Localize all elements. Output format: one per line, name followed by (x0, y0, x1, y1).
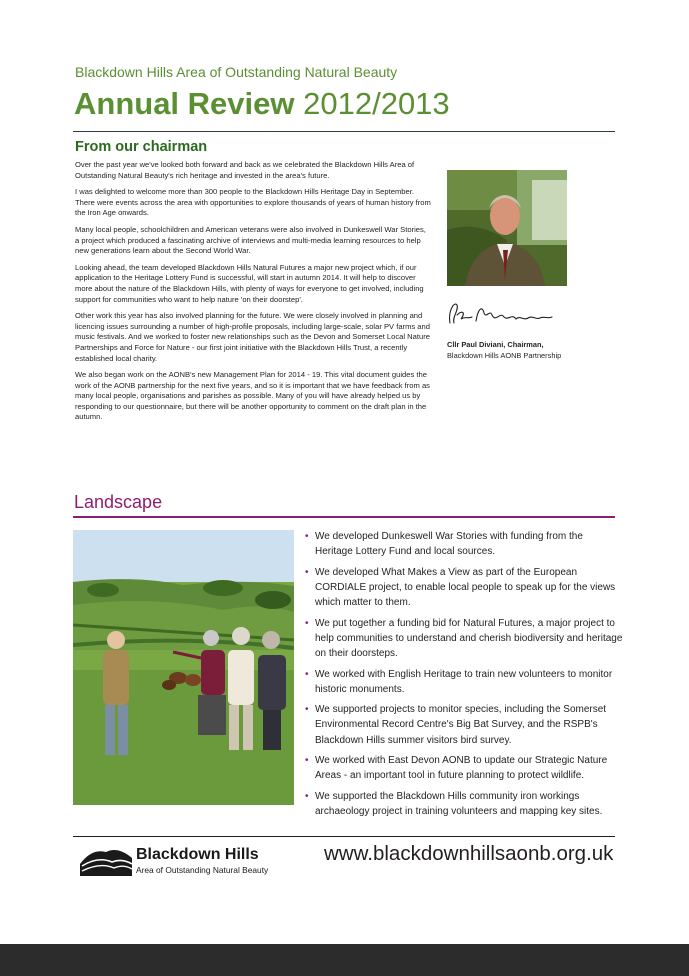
chairman-letter (75, 160, 431, 429)
bullet-icon: • (305, 566, 309, 578)
list-item-text: We developed Dunkeswell War Stories with funding from the Heritage Lottery Fund and local sources. (315, 531, 583, 558)
list-item (305, 702, 623, 748)
list-item (305, 789, 623, 819)
website-link[interactable]: www.blackdownhillsaonb.org.uk (324, 842, 614, 865)
landscape-bullet-list (305, 529, 623, 825)
list-item-text: We developed What Makes a View as part of the European CORDIALE project, to enable local people to speak up for the views which matter to them. (315, 566, 616, 609)
chairman-paragraph: Looking ahead, the team developed Blackdown Hills Natural Futures a major new project which, if our application to the Heritage Lottery Fund is successful, will start in autumn 2014. It will help to discover more about the nature of the Blackdown Hills, with plenty of ways for everyone to get involved, including support for communities who want to help nature 'on their doorstep'. (75, 262, 424, 304)
chairman-paragraph: Other work this year has also involved planning for the future. We were closely involved in planning and licencing issues surrounding a number of high-profile proposals, including large-scale, solar PV farms and music festivals. And we worked to foster new relationships such as the Devon and Somerset Local Nature Partnerships and Force for Nature - our first joint initiative with the Blackdown Hills Trust, a recently established local charity. (75, 311, 430, 363)
footer-divider (73, 836, 615, 837)
landscape-divider (73, 516, 615, 518)
landscape-heading: Landscape (74, 492, 163, 512)
logo-tagline: Area of Outstanding Natural Beauty (136, 865, 269, 875)
list-item-text: We supported projects to monitor species, including the Somerset Environmental Record Centre's Big Bat Survey, and the RSPB's Blackdown Hills summer visitors bird survey. (315, 704, 607, 746)
list-item (305, 565, 623, 611)
bullet-icon: • (305, 668, 309, 680)
chairman-paragraph: I was delighted to welcome more than 300 people to the Blackdown Hills Heritage Day in September. There were events across the area with opportunities to explore thousands of years of human history from the Iron Age onwards. (75, 187, 431, 218)
chairman-heading: From our chairman (75, 139, 208, 155)
bullet-icon: • (305, 704, 309, 716)
bullet-icon: • (305, 755, 309, 767)
bullet-icon: • (305, 617, 309, 629)
chairman-name: Cllr Paul Diviani, Chairman, (447, 340, 544, 349)
list-item-text: We worked with East Devon AONB to update our Strategic Nature Areas - an important tool in future planning to protect wildlife. (315, 755, 608, 782)
bullet-icon: • (305, 531, 309, 542)
list-item (305, 667, 623, 697)
logo-name: Blackdown Hills (136, 846, 259, 863)
report-title-years: 2012/2013 (303, 86, 450, 121)
chairman-paragraph: Over the past year we've looked both forward and back as we celebrated the Blackdown Hills Area of Outstanding Natural Beauty's rich heritage and invested in the area's future. (75, 160, 415, 180)
chairman-paragraph: Many local people, schoolchildren and American veterans were also involved in Dunkeswell War Stories, a project which produced a fascinating archive of interviews and multi-media learning resources to help new generations learn about the Second World War. (75, 224, 426, 256)
chairman-caption (447, 339, 561, 361)
list-item (305, 616, 623, 662)
landscape-photo (73, 530, 294, 805)
chairman-signature (444, 297, 554, 331)
report-title (74, 84, 450, 124)
chairman-organisation: Blackdown Hills AONB Partnership (447, 351, 562, 360)
list-item-text: We put together a funding bid for Natural Futures, a major project to help communities to understand and cherish biodiversity and heritage on their doorsteps. (315, 617, 623, 660)
header-divider (73, 131, 615, 132)
list-item-text: We supported the Blackdown Hills community iron workings archaeology project in training volunteers and mapping key sites. (315, 790, 603, 818)
list-item-text: We worked with English Heritage to train new volunteers to monitor historic monuments. (315, 668, 613, 695)
list-item (305, 753, 623, 783)
bullet-icon: • (305, 790, 309, 802)
chairman-paragraph: We also began work on the AONB's new Management Plan for 2014 - 19. This vital document guides the work of the AONB partnership for the next five years, and so it is important that we have feedback from as many local people, organisations and parishes as possible. Many of you will have already helped us by responding to our questionnaire, but there will be another opportunity to comment on the draft plan in the autumn. (75, 370, 430, 422)
list-item (305, 529, 623, 559)
chairman-portrait (447, 170, 567, 286)
report-title-main: Annual Review (74, 86, 295, 121)
report-subtitle: Blackdown Hills Area of Outstanding Natural Beauty (75, 64, 398, 80)
footer-band (0, 944, 689, 976)
